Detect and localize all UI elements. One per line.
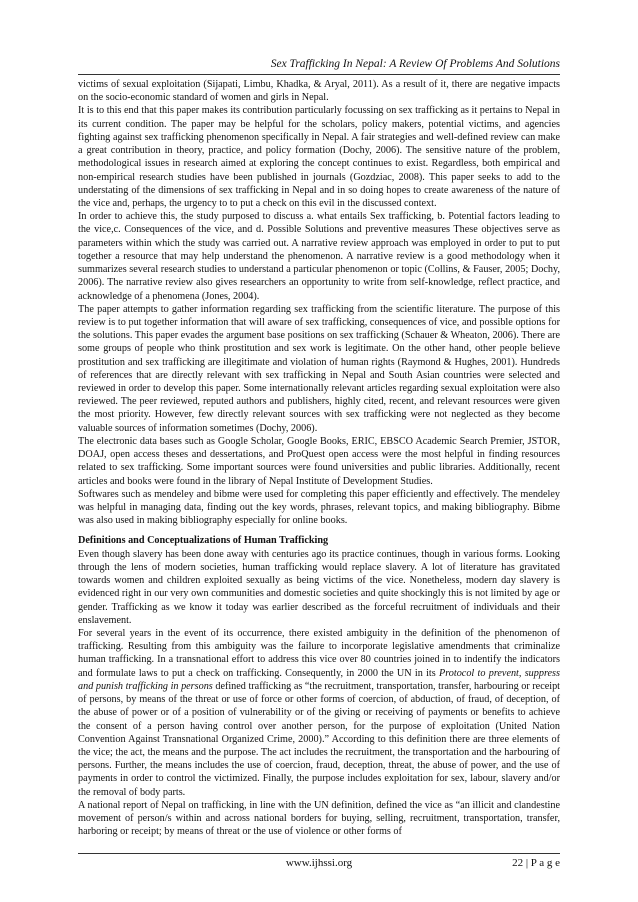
paragraph: The electronic data bases such as Google Scholar, Google Books, ERIC, EBSCO Academic Search Premier, JSTOR, DOAJ, open access theses and dessertations, and ProQuest open access were the most helpful in finding resources related to sex trafficking. Some important sources were found universities and public libraries. Additionally, recent articles and books were found in the library of Nepal Institute of Development Studies. <box>78 435 560 487</box>
paragraph: Even though slavery has been done away with centuries ago its practice continues, though in various forms. Looking through the lens of modern societies, human trafficking would replace slavery. A lot of literature has gravitated towards women and children exploited sexually as being victims of the vice. Nonetheless, modern day slavery is evidenced right in our very own communities and domestic societies and quite shockingly this is not limited by age or gender. Trafficking as we know it today was earlier described as the forceful recruitment of individuals and their enslavement. <box>78 548 560 626</box>
protocol-title: Protocol to prevent, suppress and punish trafficking in persons <box>78 667 560 692</box>
running-header: Sex Trafficking In Nepal: A Review Of Problems And Solutions <box>270 58 560 70</box>
paragraph: The paper attempts to gather information regarding sex trafficking from the scientific literature. The purpose of this review is to put together information that will aware of sex trafficking, consequences of vice, and possible options for the solutions. This paper evades the argument base positions on sex trafficking (Schauer & Wheaton, 2006). There are some groups of people who think prostitution and sex work is legitimate. On the other hand, other people believe prostitution and sex trafficking are illegitimate and violation of human rights (Raymond & Hughes, 2001). Hundreds of references that are directly relevant with sex trafficking in Nepal and South Asian countries were selected and reviewed in order to develop this paper. Some internationally relevant articles regarding sexual exploitation were also reviewed. The peer reviewed, reputed authors and publishers, highly cited, recent, and relevant resources were given the most priority. However, few directly relevant sources with sex trafficking were not neglected as they become valuable sources of information sometimes (Dochy, 2006). <box>78 303 560 434</box>
page-number: 22 | P a g e <box>512 857 560 869</box>
header-rule <box>78 74 560 75</box>
footer-rule <box>78 853 560 854</box>
footer-website: www.ijhssi.org <box>285 857 353 869</box>
section-heading: Definitions and Conceptualizations of Human Trafficking <box>78 535 329 547</box>
paragraph: Softwares such as mendeley and bibme were used for completing this paper efficiently and effectively. The mendeley was helpful in managing data, finding out the key words, phrases, relevant topics, and making bibliography. Bibme was also used in making bibliography especially for online books. <box>78 488 560 527</box>
paragraph: In order to achieve this, the study purposed to discuss a. what entails Sex trafficking, b. Potential factors leading to the vice,c. Consequences of the vice, and d. Possible Solutions and preventive measures These objectives serve as parameters within which the study was carried out. A narrative review approach was employed in order to put to put together a resource that may help understand the phenomenon. A narrative review is a good methodology when it summarizes several research studies to understand a particular phenomenon or topic (Collins, & Fauser, 2005; Dochy, 2006). The narrative review also gives researchers an opportunity to write from self-knowledge, reflect practice, and acknowledge of a phenomena (Jones, 2004). <box>78 211 560 302</box>
paragraph: A national report of Nepal on trafficking, in line with the UN definition, defined the vice as “an illicit and clandestine movement of person/s within and across national borders for buying, selling, recruitment, transportation, transfer, harboring or receipt; by means of threat or the use of violence or other forms of <box>78 799 560 838</box>
paragraph-text: For several years in the event of its occurrence, there existed ambiguity in the definition of the phenomenon of trafficking. Resulting from this ambiguity was the failure to incorporate legislative amendments that criminalize human trafficking. In a transnational effort to address this vice over 80 countries joined in to indentify the indicators and formulate laws to put a check on trafficking. Consequently, in 2000 the UN in its <box>78 627 560 679</box>
paragraph <box>78 627 560 799</box>
article-body <box>78 78 560 838</box>
paragraph: It is to this end that this paper makes its contribution particularly focussing on sex trafficking as it pertains to Nepal in its current condition. The paper may be helpful for the scholars, policy makers, potential victims, and agencies fighting against sex trafficking phenomenon specifically in Nepal. A fair strategies and well-defined review can make a great contribution in theory, practice, and policy formation (Dochy, 2006). The sensitive nature of the problem, methodological issues in research aimed at exploring the concept continues to exist. Regardless, both empirical and non-empirical research studies have been published in journals (Gozdziac, 2008). This paper seeks to add to the understating of the dimensions of sex trafficking in Nepal and in so doing hopes to create awareness of the nature of the vice and, perhaps, the urgency to to put a check on this evil in the discussed context. <box>78 105 560 209</box>
paragraph-text: defined trafficking as “the recruitment, transportation, transfer, harbouring or receipt of persons, by means of the threat or use of force or other forms of coercion, of abduction, of fraud, of deception, of the abuse of power or of a position of vulnerability or of the giving or receiving of payments or benefits to achieve the consent of a person having control over another person, for the purpose of exploitation (United Nation Convention Against Transnational Organized Crime, 2000).” According to this definition there are three elements of the vice; the act, the means and the purpose. The act includes the recruitment, the transportation and the harbouring of persons. Further, the means includes the use of coercion, fraud, deception, threat, the abuse of power, and the use of payments in order to control the victimized. Finally, the purpose includes exploitation for sex, labour, slavery and/or the removal of body parts. <box>78 680 561 798</box>
paragraph: victims of sexual exploitation (Sijapati, Limbu, Khadka, & Aryal, 2011). As a result of it, there are negative impacts on the socio-economic standard of women and girls in Nepal. <box>78 79 560 104</box>
